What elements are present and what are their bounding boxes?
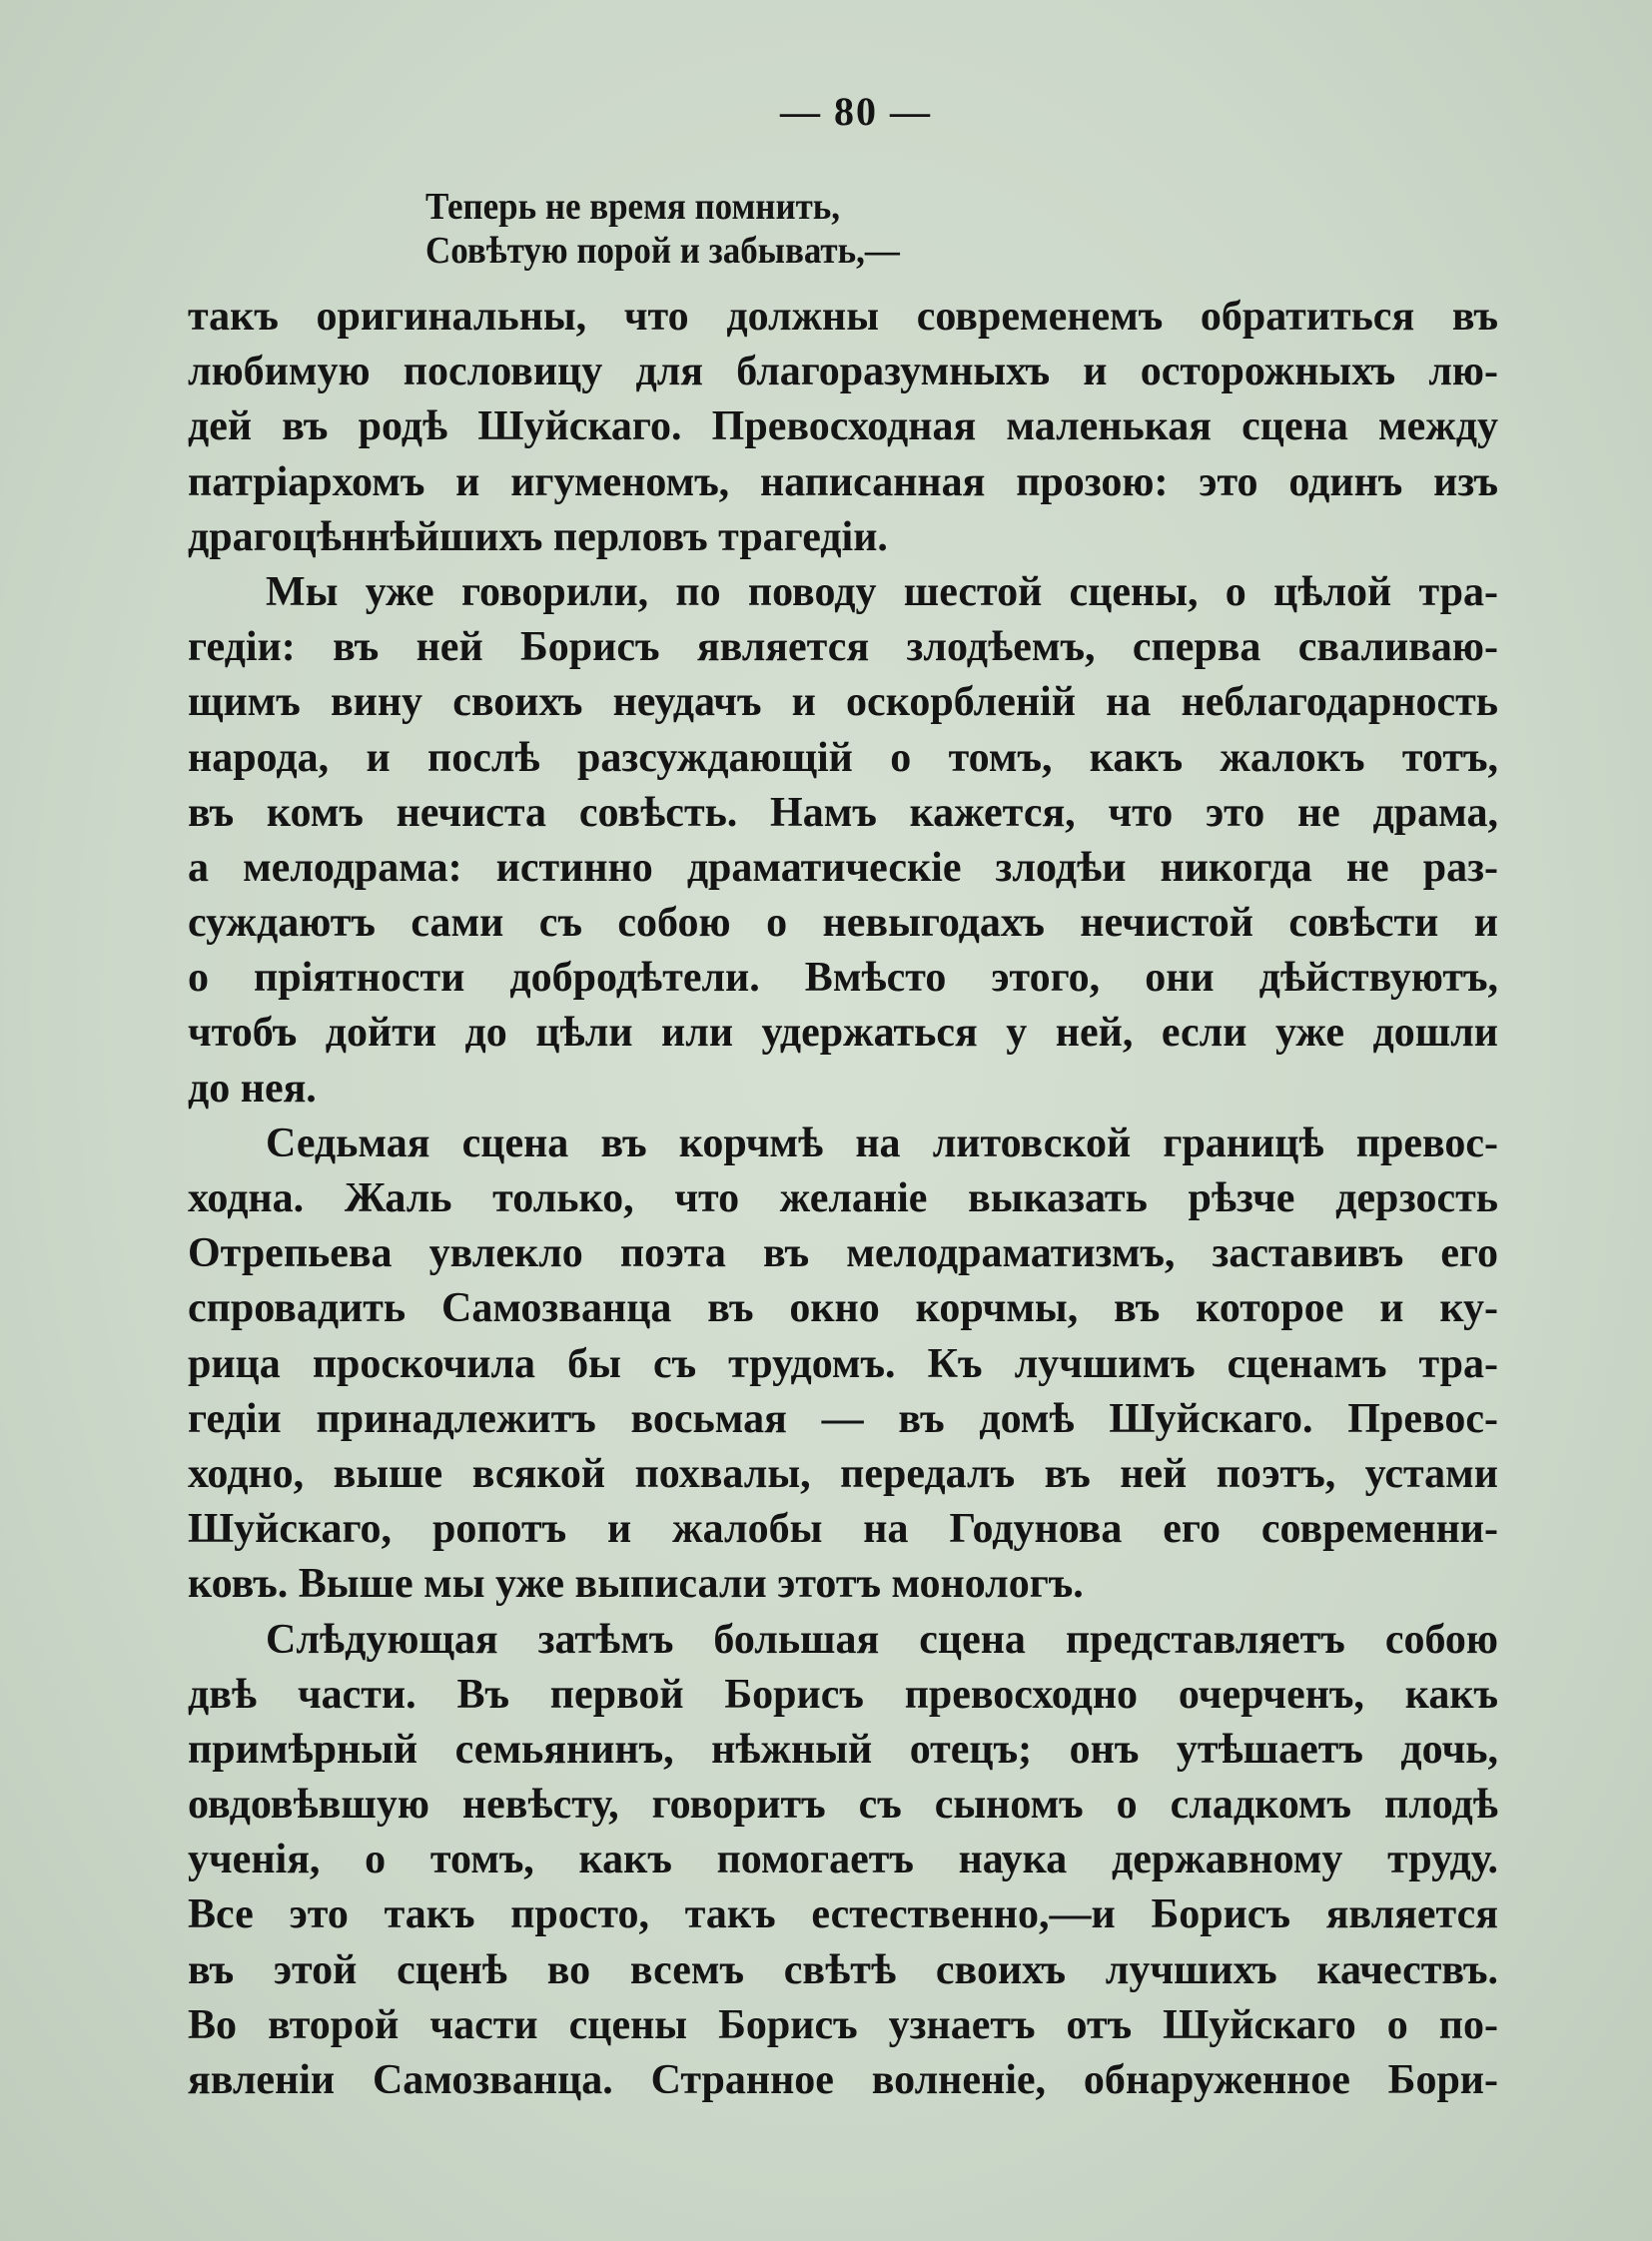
text-line: двѣ части. Въ первой Борисъ превосходно очерченъ, какъ — [188, 1671, 1498, 1718]
text-line: щимъ вину своихъ неудачъ и оскорбленій на неблагодарность — [188, 679, 1498, 726]
body-text — [188, 290, 1498, 2108]
text-line: Слѣдующая затѣмъ большая сцена представляетъ собою — [266, 1616, 1498, 1663]
text-line: Седьмая сцена въ корчмѣ на литовской границѣ превос- — [266, 1120, 1498, 1166]
text-line: Отрепьева увлекло поэта въ мелодраматизмъ, заставивъ его — [188, 1230, 1498, 1277]
text-line: Все это такъ просто, такъ естественно,—и Борисъ является — [188, 1891, 1498, 1938]
text-line: явленіи Самозванца. Странное волненіе, обнаруженное Бори- — [188, 2057, 1498, 2103]
text-line: Мы уже говорили, по поводу шестой сцены, о цѣлой тра- — [266, 568, 1498, 615]
text-line: о пріятности добродѣтели. Вмѣсто этого, они дѣйствуютъ, — [188, 955, 1498, 1002]
text-line: патріархомъ и игуменомъ, написанная прозою: это одинъ изъ — [188, 458, 1498, 505]
paragraph — [188, 1613, 1498, 2109]
text-line: ковъ. Выше мы уже выписали этотъ монологъ. — [188, 1561, 1084, 1608]
text-line: суждаютъ сами съ собою о невыгодахъ нечистой совѣсти и — [188, 900, 1498, 947]
text-line: чтобъ дойти до цѣли или удержаться у ней, если уже дошли — [188, 1010, 1498, 1057]
text-line: гедіи: въ ней Борисъ является злодѣемъ, сперва сваливаю- — [188, 624, 1498, 671]
text-line: любимую пословицу для благоразумныхъ и осторожныхъ лю- — [188, 349, 1498, 395]
paragraph — [188, 565, 1498, 1117]
text-line: народа, и послѣ разсуждающій о томъ, какъ жалокъ тотъ, — [188, 734, 1498, 781]
page-number: — 80 — — [780, 89, 932, 134]
text-line: такъ оригинальны, что должны современемъ обратиться въ — [188, 294, 1498, 340]
text-line: ходна. Жаль только, что желаніе выказать рѣзче дерзость — [188, 1175, 1498, 1221]
text-line: примѣрный семьянинъ, нѣжный отецъ; онъ утѣшаетъ дочь, — [188, 1726, 1498, 1773]
text-line: а мелодрама: истинно драматическіе злодѣи никогда не раз- — [188, 844, 1498, 891]
verse-line: Теперь не время помнить, — [425, 186, 841, 228]
verse-quote — [425, 185, 941, 273]
paragraph — [188, 1117, 1498, 1613]
text-line: до нея. — [188, 1065, 317, 1112]
text-line: въ этой сценѣ во всемъ свѣтѣ своихъ лучшихъ качествъ. — [188, 1946, 1498, 1993]
text-line: Во второй части сцены Борисъ узнаетъ отъ Шуйскаго о по- — [188, 2001, 1498, 2048]
paragraph — [188, 290, 1498, 565]
text-line: спровадить Самозванца въ окно корчмы, въ которое и ку- — [188, 1285, 1498, 1332]
text-line: рица проскочила бы съ трудомъ. Къ лучшимъ сценамъ тра- — [188, 1340, 1498, 1387]
text-line: дей въ родѣ Шуйскаго. Превосходная маленькая сцена между — [188, 403, 1498, 450]
verse-line: Совѣтую порой и забывать,— — [425, 230, 900, 272]
text-line: овдовѣвшую невѣсту, говоритъ съ сыномъ о сладкомъ плодѣ — [188, 1782, 1498, 1829]
text-line: гедіи принадлежитъ восьмая — въ домѣ Шуйскаго. Превос- — [188, 1395, 1498, 1442]
text-line: ходно, выше всякой похвалы, передалъ въ ней поэтъ, устами — [188, 1450, 1498, 1497]
text-line: драгоцѣннѣйшихъ перловъ трагедіи. — [188, 513, 888, 560]
text-line: ученія, о томъ, какъ помогаетъ наука державному труду. — [188, 1837, 1498, 1883]
text-line: въ комъ нечиста совѣсть. Намъ кажется, что это не драма, — [188, 789, 1498, 836]
text-line: Шуйскаго, ропотъ и жалобы на Годунова его современни- — [188, 1506, 1498, 1553]
